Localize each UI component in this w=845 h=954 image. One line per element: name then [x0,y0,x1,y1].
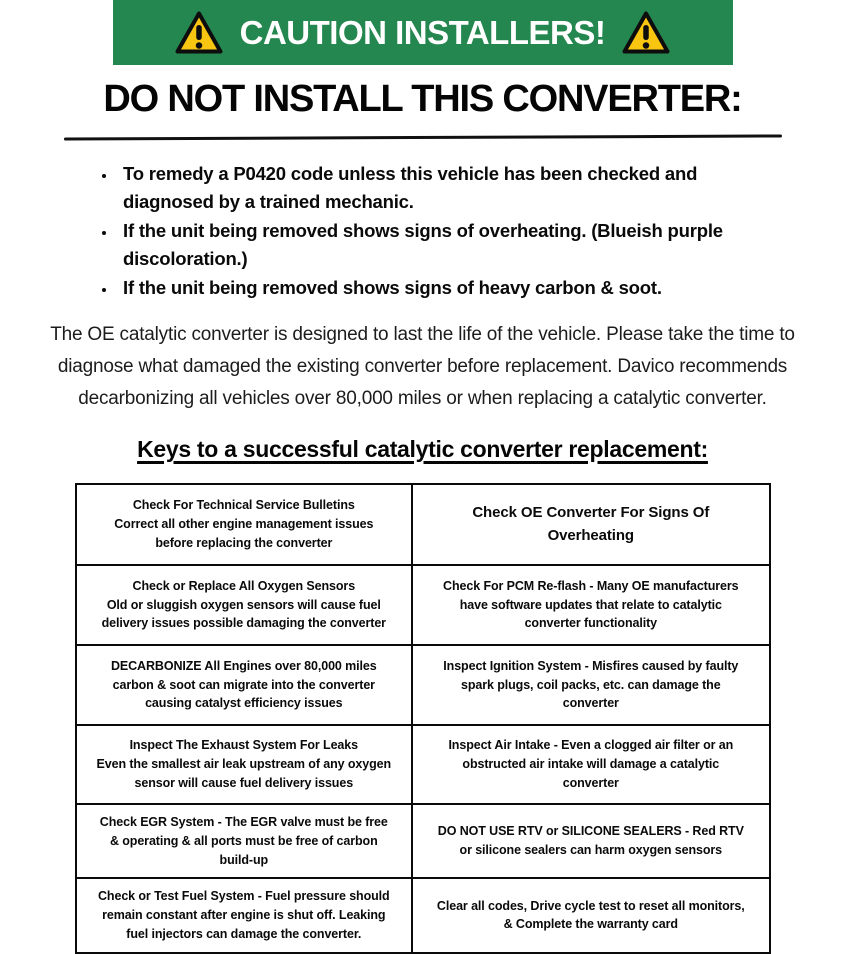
table-cell [76,878,413,952]
warning-list-item: • If the unit being removed shows signs of overheating. (Blueish purple discoloration.) [117,217,750,273]
table-cell [412,565,769,645]
table-row [76,645,770,725]
table-cell [412,645,769,725]
cell-body: Check EGR System - The EGR valve must be free & operating & all ports must be free of carbon build-up [99,815,388,867]
table-row [76,804,770,878]
table-cell [76,565,413,645]
table-cell [76,804,413,878]
warning-triangle-icon [174,10,224,56]
table-row [76,484,770,565]
cell-body: Check or Test Fuel System - Fuel pressure should remain constant after engine is shut off. Leaking fuel injectors can damage the converter. [98,889,390,941]
cell-body: Old or sluggish oxygen sensors will cause fuel delivery issues possible damaging the converter [101,597,386,631]
cell-body: Check For PCM Re-flash - Many OE manufacturers have software updates that relate to catalytic converter functionality [443,578,739,631]
cell-title: Check For Technical Service Bulletins [132,498,355,513]
horizontal-divider [63,134,781,140]
cell-body: Inspect Ignition System - Misfires caused by faulty spark plugs, coil packs, etc. can damage the converter [443,658,739,711]
cell-body: DECARBONIZE All Engines over 80,000 miles carbon & soot can migrate into the converter causing catalyst efficiency issues [110,658,377,711]
table-row [76,878,770,952]
table-cell [76,645,413,725]
warning-list [95,160,750,302]
cell-body: Correct all other engine management issues before replacing the converter [114,517,374,550]
warning-triangle-icon [621,10,671,56]
cell-body: Even the smallest air leak upstream of any oxygen sensor will cause fuel delivery issues [96,757,392,790]
table-row [76,725,770,804]
table-cell [76,725,413,804]
cell-title: Check or Replace All Oxygen Sensors [132,578,356,593]
cell-body: Clear all codes, Drive cycle test to reset all monitors, & Complete the warranty card [436,898,745,932]
checklist-table [75,483,771,954]
table-cell [412,484,769,565]
banner-label: CAUTION INSTALLERS! [239,13,606,51]
warning-list-item: • If the unit being removed shows signs of heavy carbon & soot. [117,274,750,302]
warning-list-item: • To remedy a P0420 code unless this vehicle has been checked and diagnosed by a trained mechanic. [117,160,750,216]
page-title: DO NOT INSTALL THIS CONVERTER: [103,78,742,120]
cell-title: Check OE Converter For Signs Of Overheating [472,504,710,544]
intro-paragraph: The OE catalytic converter is designed to last the life of the vehicle. Please take the time to diagnose what damaged the existing converter before replacement. Davico recommends decarbonizing all vehicles over 80,000 miles or when replacing a catalytic converter. [50,324,795,409]
table-cell [412,804,769,878]
caution-banner [113,0,733,65]
table-cell [76,484,413,565]
table-row [76,565,770,645]
keys-heading: Keys to a successful catalytic converter replacement: [137,436,708,462]
table-cell [412,725,769,804]
cell-body: Inspect Air Intake - Even a clogged air filter or an obstructed air intake will damage a catalytic converter [448,738,734,790]
cell-title: Inspect The Exhaust System For Leaks [129,738,358,753]
cell-body: DO NOT USE RTV or SILICONE SEALERS - Red RTV or silicone sealers can harm oxygen sensors [437,824,744,858]
table-cell [412,878,769,952]
